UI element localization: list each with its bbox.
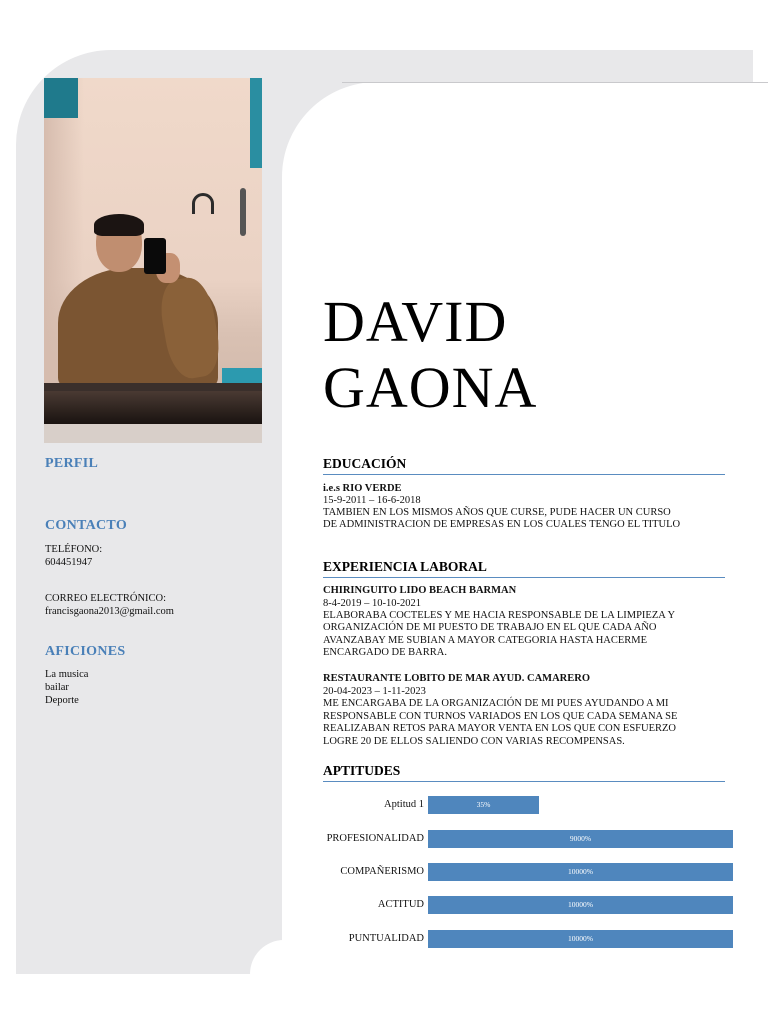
skill-label: ACTITUD <box>377 899 424 910</box>
phone-label: TELÉFONO: <box>45 544 103 555</box>
job-dates: 8-4-2019 – 10-10-2021 <box>323 598 421 609</box>
skill-value: 10000% <box>568 934 593 943</box>
hobby-item: La musica <box>45 669 89 680</box>
perfil-heading: PERFIL <box>45 456 99 471</box>
skill-bar <box>428 796 733 814</box>
job-line: ME ENCARGABA DE LA ORGANIZACIÓN DE MI PUES AYUDANDO A MI <box>323 698 669 709</box>
photo-guitar <box>240 188 246 236</box>
hobbies-heading: AFICIONES <box>45 644 126 659</box>
job-line: AVANZABAY ME SUBIAN A MAYOR CATEGORIA HASTA HACERME <box>323 635 648 646</box>
skill-value: 10000% <box>568 900 593 909</box>
job-title: CHIRINGUITO LIDO BEACH BARMAN <box>323 585 517 596</box>
skill-label: COMPAÑERISMO <box>340 866 424 877</box>
skill-value: 10000% <box>568 867 593 876</box>
skill-bar <box>428 863 733 881</box>
name-first: DAVID <box>323 289 508 354</box>
photo-headphones <box>192 193 214 214</box>
skill-bar <box>428 830 733 848</box>
contact-heading: CONTACTO <box>45 518 128 533</box>
job-line: REALIZABAN RETOS PARA MAYOR VENTA EN LOS QUE CON ESFUERZO <box>323 723 676 734</box>
email-value: francisgaona2013@gmail.com <box>45 606 174 617</box>
job-line: ELABORABA COCTELES Y ME HACIA RESPONSABLE DE LA LIMPIEZA Y <box>323 610 676 621</box>
photo-door <box>44 78 78 118</box>
profile-photo <box>44 78 262 443</box>
skill-value: 35% <box>476 800 491 809</box>
education-line: DE ADMINISTRACION DE EMPRESAS EN LOS CUALES TENGO EL TITULO <box>323 519 681 530</box>
skill-value: 9000% <box>569 834 592 843</box>
job-line: LOGRE 20 DE ELLOS SALIENDO CON VARIAS RECOMPENSAS. <box>323 736 625 747</box>
skills-heading: APTITUDES <box>323 763 725 782</box>
skill-label: Aptitud 1 <box>384 799 424 810</box>
job-line: RESPONSABLE CON TURNOS VARIADOS EN LOS QUE CADA SEMANA SE <box>323 711 678 722</box>
skill-label: PUNTUALIDAD <box>348 933 424 944</box>
experience-heading: EXPERIENCIA LABORAL <box>323 559 725 578</box>
job-dates: 20-04-2023 – 1-11-2023 <box>323 686 426 697</box>
skill-bar <box>428 930 733 948</box>
education-school: i.e.s RIO VERDE <box>323 483 402 494</box>
job-line: ORGANIZACIÓN DE MI PUESTO DE TRABAJO EN EL QUE CADA AÑO <box>323 622 657 633</box>
photo-bottom-strip <box>44 424 262 443</box>
email-label: CORREO ELECTRÓNICO: <box>45 593 167 604</box>
photo-hair <box>94 214 144 236</box>
phone-value: 604451947 <box>45 557 93 568</box>
education-line: TAMBIEN EN LOS MISMOS AÑOS QUE CURSE, PUDE HACER UN CURSO <box>323 507 671 518</box>
photo-mirror-frame <box>44 383 262 391</box>
skill-bar <box>428 896 733 914</box>
photo-phone <box>144 238 166 274</box>
education-dates: 15-9-2011 – 16-6-2018 <box>323 495 421 506</box>
education-heading: EDUCACIÓN <box>323 456 725 475</box>
photo-door-edge <box>250 78 262 168</box>
job-title: RESTAURANTE LOBITO DE MAR AYUD. CAMARERO <box>323 673 591 684</box>
sidebar-bottom <box>16 940 282 974</box>
skill-label: PROFESIONALIDAD <box>326 833 424 844</box>
name-last: GAONA <box>323 355 538 420</box>
job-line: ENCARGADO DE BARRA. <box>323 647 447 658</box>
hobby-item: bailar <box>45 682 69 693</box>
main-panel <box>282 82 768 1024</box>
hobby-item: Deporte <box>45 695 79 706</box>
